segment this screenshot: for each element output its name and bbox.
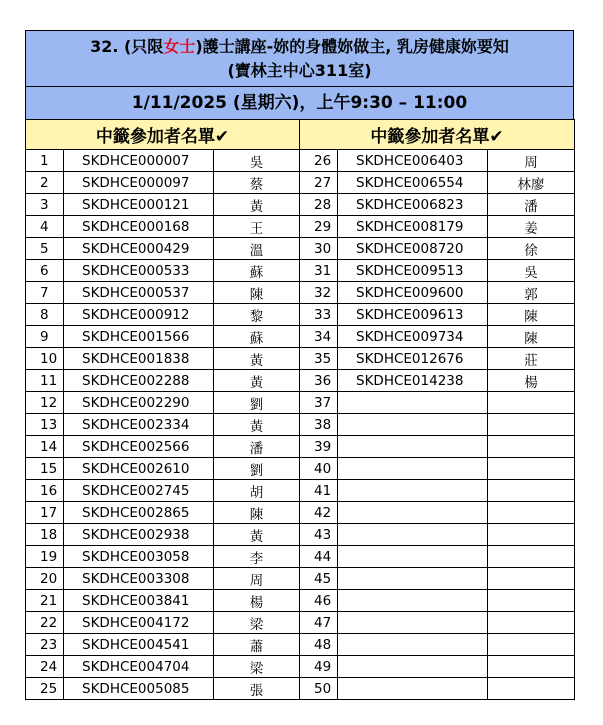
event-venue: (寶林主中心311室)	[227, 61, 372, 80]
left-row-number: 10	[26, 348, 64, 370]
right-row-number: 44	[300, 546, 338, 568]
table-row	[26, 260, 575, 282]
left-row-number: 4	[26, 216, 64, 238]
left-member-surname: 張	[214, 678, 300, 700]
left-member-code: SKDHCE002334	[64, 414, 214, 436]
table-row	[26, 436, 575, 458]
right-row-number: 49	[300, 656, 338, 678]
left-member-surname: 吳	[214, 150, 300, 172]
right-row-number: 50	[300, 678, 338, 700]
table-row	[26, 238, 575, 260]
right-row-number: 36	[300, 370, 338, 392]
table-row	[26, 678, 575, 700]
right-row-number: 45	[300, 568, 338, 590]
left-member-code: SKDHCE002745	[64, 480, 214, 502]
left-member-code: SKDHCE000097	[64, 172, 214, 194]
right-member-code	[338, 656, 488, 678]
left-row-number: 12	[26, 392, 64, 414]
right-member-code: SKDHCE006403	[338, 150, 488, 172]
right-row-number: 34	[300, 326, 338, 348]
right-row-number: 27	[300, 172, 338, 194]
table-row	[26, 326, 575, 348]
right-member-surname: 林廖	[488, 172, 575, 194]
right-member-code	[338, 568, 488, 590]
left-member-surname: 梁	[214, 612, 300, 634]
left-member-code: SKDHCE002288	[64, 370, 214, 392]
left-member-code: SKDHCE000533	[64, 260, 214, 282]
left-member-surname: 周	[214, 568, 300, 590]
table-row	[26, 480, 575, 502]
right-member-code	[338, 458, 488, 480]
left-row-number: 22	[26, 612, 64, 634]
right-member-code	[338, 590, 488, 612]
left-member-surname: 黃	[214, 524, 300, 546]
left-member-code: SKDHCE000912	[64, 304, 214, 326]
left-member-surname: 蔡	[214, 172, 300, 194]
table-row	[26, 656, 575, 678]
left-row-number: 19	[26, 546, 64, 568]
left-member-surname: 黃	[214, 414, 300, 436]
lottery-result-sheet	[25, 30, 574, 700]
right-member-surname	[488, 568, 575, 590]
women-only-highlight: 女士	[163, 37, 196, 56]
right-member-code: SKDHCE008720	[338, 238, 488, 260]
left-member-code: SKDHCE003308	[64, 568, 214, 590]
table-row	[26, 590, 575, 612]
right-row-number: 42	[300, 502, 338, 524]
left-row-number: 16	[26, 480, 64, 502]
list-header-row	[26, 120, 575, 150]
right-member-code	[338, 502, 488, 524]
right-member-surname	[488, 678, 575, 700]
right-member-code: SKDHCE009600	[338, 282, 488, 304]
right-member-code	[338, 392, 488, 414]
right-member-code: SKDHCE006554	[338, 172, 488, 194]
right-row-number: 41	[300, 480, 338, 502]
left-member-surname: 黃	[214, 194, 300, 216]
right-member-code: SKDHCE012676	[338, 348, 488, 370]
left-row-number: 25	[26, 678, 64, 700]
table-row	[26, 392, 575, 414]
right-member-surname	[488, 656, 575, 678]
left-row-number: 24	[26, 656, 64, 678]
right-member-surname: 陳	[488, 326, 575, 348]
left-row-number: 18	[26, 524, 64, 546]
left-member-code: SKDHCE004541	[64, 634, 214, 656]
right-member-code: SKDHCE008179	[338, 216, 488, 238]
left-member-surname: 黃	[214, 348, 300, 370]
right-row-number: 47	[300, 612, 338, 634]
table-row	[26, 282, 575, 304]
left-member-code: SKDHCE000121	[64, 194, 214, 216]
left-member-code: SKDHCE005085	[64, 678, 214, 700]
left-row-number: 17	[26, 502, 64, 524]
table-row	[26, 194, 575, 216]
left-row-number: 20	[26, 568, 64, 590]
right-member-surname: 陳	[488, 304, 575, 326]
right-row-number: 43	[300, 524, 338, 546]
right-member-surname	[488, 480, 575, 502]
right-row-number: 30	[300, 238, 338, 260]
right-member-surname: 周	[488, 150, 575, 172]
event-title-line1: 32. (只限女士)護士講座-妳的身體妳做主, 乳房健康妳要知	[90, 37, 509, 56]
right-member-surname	[488, 612, 575, 634]
left-member-surname: 陳	[214, 282, 300, 304]
left-row-number: 6	[26, 260, 64, 282]
right-member-surname: 徐	[488, 238, 575, 260]
left-row-number: 11	[26, 370, 64, 392]
right-member-surname: 郭	[488, 282, 575, 304]
table-row	[26, 546, 575, 568]
left-member-code: SKDHCE002865	[64, 502, 214, 524]
table-row	[26, 172, 575, 194]
left-member-code: SKDHCE003841	[64, 590, 214, 612]
left-member-code: SKDHCE000168	[64, 216, 214, 238]
right-row-number: 26	[300, 150, 338, 172]
right-member-surname: 姜	[488, 216, 575, 238]
left-member-code: SKDHCE002290	[64, 392, 214, 414]
right-row-number: 38	[300, 414, 338, 436]
left-row-number: 23	[26, 634, 64, 656]
table-row	[26, 304, 575, 326]
left-member-code: SKDHCE002566	[64, 436, 214, 458]
left-member-surname: 潘	[214, 436, 300, 458]
right-row-number: 33	[300, 304, 338, 326]
right-row-number: 37	[300, 392, 338, 414]
table-row	[26, 216, 575, 238]
right-member-code	[338, 436, 488, 458]
right-member-surname: 潘	[488, 194, 575, 216]
right-member-surname	[488, 458, 575, 480]
right-member-surname	[488, 590, 575, 612]
right-member-surname: 莊	[488, 348, 575, 370]
right-member-code	[338, 634, 488, 656]
list-header-left: 中籤參加者名單✔	[26, 120, 300, 150]
right-member-code	[338, 524, 488, 546]
table-row	[26, 568, 575, 590]
left-row-number: 5	[26, 238, 64, 260]
left-member-surname: 蕭	[214, 634, 300, 656]
right-member-code: SKDHCE014238	[338, 370, 488, 392]
right-row-number: 31	[300, 260, 338, 282]
table-row	[26, 370, 575, 392]
right-row-number: 39	[300, 436, 338, 458]
left-member-code: SKDHCE000007	[64, 150, 214, 172]
event-date-time: 1/11/2025 (星期六)，上午9:30 – 11:00	[25, 86, 574, 119]
left-row-number: 14	[26, 436, 64, 458]
left-member-surname: 李	[214, 546, 300, 568]
right-row-number: 40	[300, 458, 338, 480]
right-row-number: 32	[300, 282, 338, 304]
right-member-code	[338, 612, 488, 634]
table-row	[26, 150, 575, 172]
left-member-surname: 劉	[214, 392, 300, 414]
left-row-number: 7	[26, 282, 64, 304]
right-member-code	[338, 480, 488, 502]
left-member-code: SKDHCE003058	[64, 546, 214, 568]
right-row-number: 28	[300, 194, 338, 216]
table-row	[26, 634, 575, 656]
left-member-code: SKDHCE002610	[64, 458, 214, 480]
right-member-code: SKDHCE009513	[338, 260, 488, 282]
left-row-number: 21	[26, 590, 64, 612]
left-member-surname: 黎	[214, 304, 300, 326]
table-row	[26, 348, 575, 370]
left-member-surname: 黃	[214, 370, 300, 392]
left-row-number: 2	[26, 172, 64, 194]
left-row-number: 3	[26, 194, 64, 216]
left-member-code: SKDHCE004172	[64, 612, 214, 634]
right-member-surname	[488, 524, 575, 546]
left-member-surname: 蘇	[214, 326, 300, 348]
right-member-surname	[488, 502, 575, 524]
left-member-surname: 劉	[214, 458, 300, 480]
right-member-code	[338, 546, 488, 568]
left-member-code: SKDHCE000429	[64, 238, 214, 260]
left-member-surname: 楊	[214, 590, 300, 612]
left-member-code: SKDHCE004704	[64, 656, 214, 678]
event-title	[25, 30, 574, 86]
left-row-number: 8	[26, 304, 64, 326]
right-row-number: 48	[300, 634, 338, 656]
right-member-surname	[488, 414, 575, 436]
right-row-number: 46	[300, 590, 338, 612]
table-row	[26, 414, 575, 436]
right-row-number: 35	[300, 348, 338, 370]
right-member-surname: 吳	[488, 260, 575, 282]
left-member-surname: 胡	[214, 480, 300, 502]
left-member-code: SKDHCE001566	[64, 326, 214, 348]
right-member-code	[338, 414, 488, 436]
left-member-surname: 蘇	[214, 260, 300, 282]
right-member-surname: 楊	[488, 370, 575, 392]
table-row	[26, 524, 575, 546]
right-member-code: SKDHCE006823	[338, 194, 488, 216]
right-member-surname	[488, 634, 575, 656]
right-member-surname	[488, 546, 575, 568]
right-member-code: SKDHCE009613	[338, 304, 488, 326]
left-member-surname: 王	[214, 216, 300, 238]
left-row-number: 15	[26, 458, 64, 480]
left-member-code: SKDHCE000537	[64, 282, 214, 304]
table-row	[26, 458, 575, 480]
table-row	[26, 612, 575, 634]
left-row-number: 13	[26, 414, 64, 436]
left-member-surname: 溫	[214, 238, 300, 260]
right-row-number: 29	[300, 216, 338, 238]
left-member-surname: 梁	[214, 656, 300, 678]
left-row-number: 1	[26, 150, 64, 172]
winners-table	[25, 119, 575, 700]
right-member-surname	[488, 392, 575, 414]
right-member-code	[338, 678, 488, 700]
left-member-code: SKDHCE001838	[64, 348, 214, 370]
table-row	[26, 502, 575, 524]
left-member-code: SKDHCE002938	[64, 524, 214, 546]
right-member-code: SKDHCE009734	[338, 326, 488, 348]
right-member-surname	[488, 436, 575, 458]
left-member-surname: 陳	[214, 502, 300, 524]
left-row-number: 9	[26, 326, 64, 348]
list-header-right: 中籤參加者名單✔	[300, 120, 575, 150]
